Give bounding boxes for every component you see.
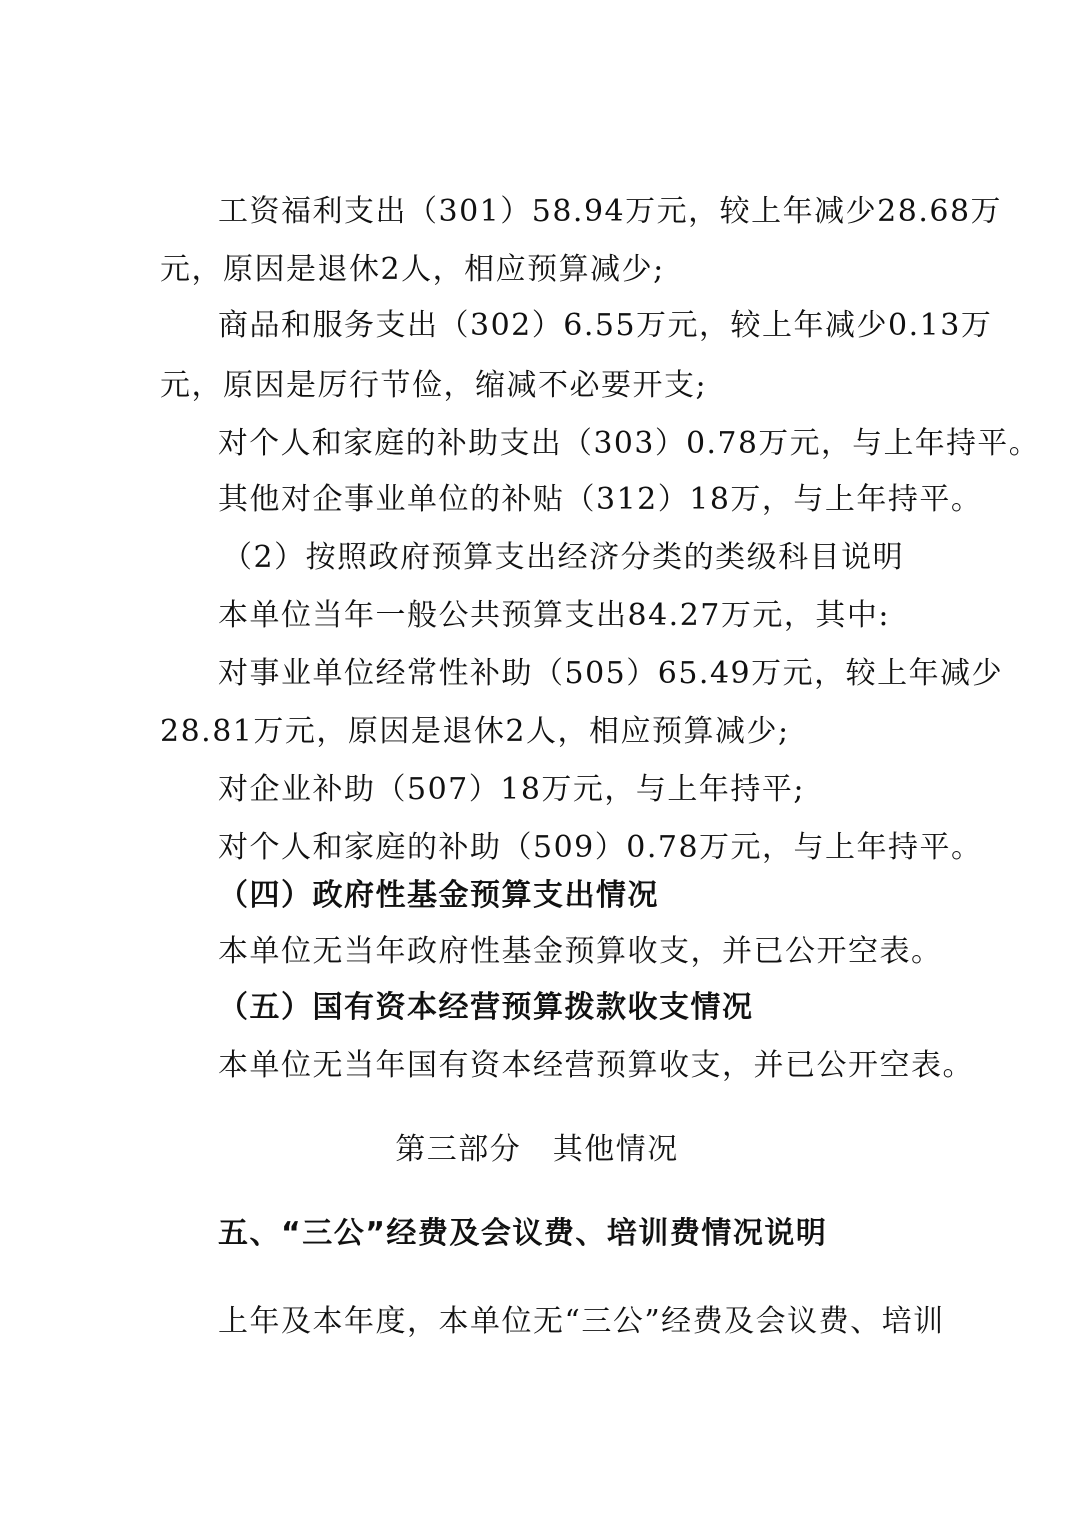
paragraph-line: 其他对企事业单位的补贴（312）18万，与上年持平。	[218, 482, 983, 517]
paragraph-line: 对个人和家庭的补助（509）0.78万元，与上年持平。	[218, 830, 983, 865]
paragraph-line: 对事业单位经常性补助（505）65.49万元，较上年减少	[218, 656, 1004, 691]
paragraph-line: 本单位无当年政府性基金预算收支，并已公开空表。	[218, 934, 943, 969]
paragraph-line: 商品和服务支出（302）6.55万元，较上年减少0.13万	[218, 308, 993, 343]
paragraph-line: 本单位当年一般公共预算支出84.27万元，其中:	[218, 598, 890, 633]
part-title: 第三部分 其他情况	[395, 1132, 679, 1167]
paragraph-line: 上年及本年度，本单位无“三公”经费及会议费、培训	[218, 1304, 945, 1339]
subsection-heading: （2）按照政府预算支出经济分类的类级科目说明	[222, 540, 905, 575]
paragraph-line: 28.81万元，原因是退休2人，相应预算减少;	[160, 714, 790, 749]
paragraph-line: 对个人和家庭的补助支出（303）0.78万元，与上年持平。	[218, 426, 1041, 461]
paragraph-line: 元，原因是退休2人，相应预算减少;	[160, 252, 665, 287]
section-heading: （五）国有资本经营预算拨款收支情况	[218, 990, 754, 1025]
paragraph-line: 工资福利支出（301）58.94万元，较上年减少28.68万	[218, 194, 1003, 229]
paragraph-line: 元，原因是厉行节俭，缩减不必要开支;	[160, 368, 708, 403]
section-heading: （四）政府性基金预算支出情况	[218, 878, 659, 913]
paragraph-line: 对企业补助（507）18万元，与上年持平;	[218, 772, 806, 807]
section-heading: 五、“三公”经费及会议费、培训费情况说明	[218, 1216, 828, 1251]
paragraph-line: 本单位无当年国有资本经营预算收支，并已公开空表。	[218, 1048, 974, 1083]
